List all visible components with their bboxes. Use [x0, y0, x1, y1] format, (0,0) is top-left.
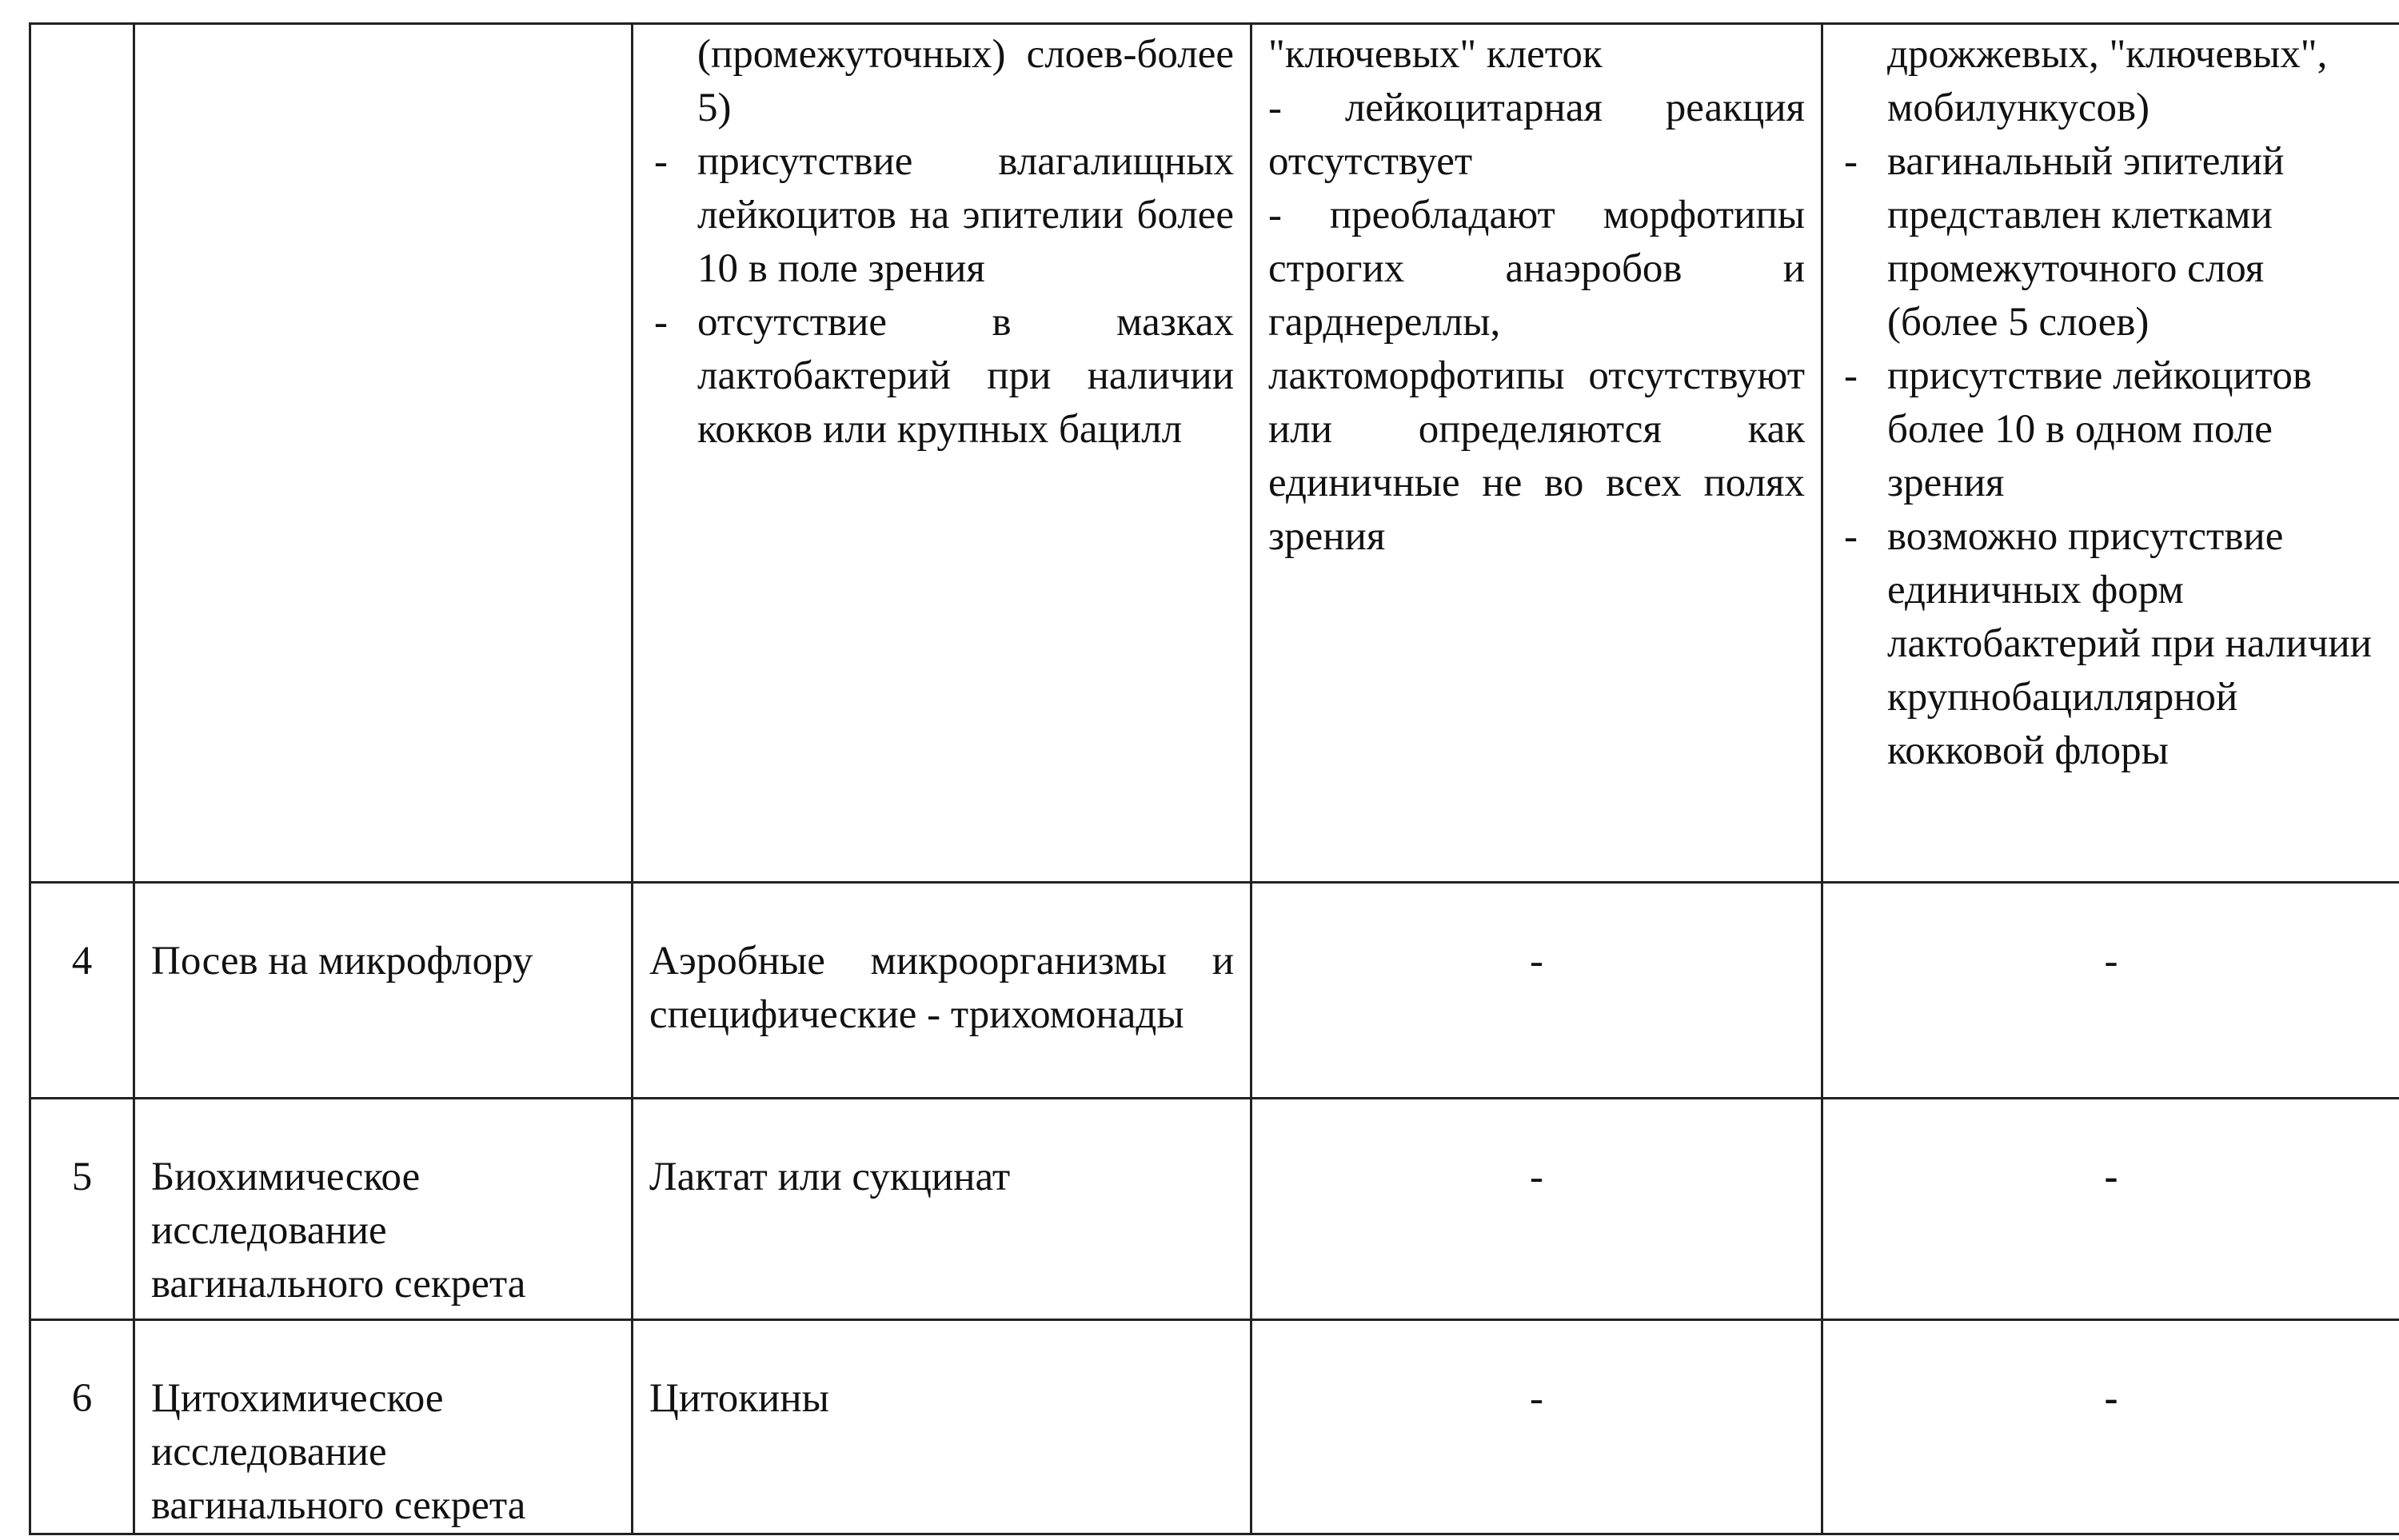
list-item: - возможно присутствие единичных форм лактобактерий при наличии крупнобациллярной кокковой флоры — [1844, 514, 2372, 773]
row-number-cell — [30, 24, 134, 883]
row-number-cell: 5 — [30, 1099, 134, 1320]
list-item: - вагинальный эпителий представлен клетками промежуточного слоя (более 5 слоев) — [1844, 139, 2285, 345]
table-row — [30, 1099, 2399, 1320]
value-cell: - — [1822, 883, 2399, 1099]
value-cell: - — [1822, 1320, 2399, 1534]
method-cell: Цитохимическое исследование вагинального секрета — [134, 1320, 633, 1534]
method-cell: Биохимическое исследование вагинального секрета — [134, 1099, 633, 1320]
data-table — [29, 22, 2399, 1535]
list-item: - отсутствие в мазках лактобактерий при наличии кокков или крупных бацилл — [654, 300, 1234, 452]
value-cell: - — [1251, 883, 1822, 1099]
criteria-cell — [633, 24, 1251, 883]
method-cell — [134, 24, 633, 883]
value-cell: - — [1251, 1099, 1822, 1320]
value-cell: - — [1251, 1320, 1822, 1534]
list-item: дрожжевых, "ключевых", мобилункусов) — [1887, 32, 2328, 130]
table-row — [30, 24, 2399, 883]
marker-cell: Цитокины — [633, 1320, 1251, 1534]
list-item: - присутствие лейкоцитов более 10 в одном поле зрения — [1844, 353, 2312, 505]
paragraph: - преобладают морфотипы строгих анаэробов и гарднереллы, лактоморфотипы отсутствуют или определяются как единичные не во всех полях зрения — [1268, 193, 1805, 559]
criteria-cell — [1822, 24, 2399, 883]
table-row — [30, 1320, 2399, 1534]
row-number-cell: 4 — [30, 883, 134, 1099]
criteria-list — [649, 28, 1234, 457]
value-cell: - — [1822, 1099, 2399, 1320]
marker-cell: Лактат или сукцинат — [633, 1099, 1251, 1320]
criteria-list — [1839, 28, 2383, 778]
paragraph: "ключевых" клеток — [1268, 32, 1603, 77]
method-cell: Посев на микрофлору — [134, 883, 633, 1099]
criteria-cell — [1251, 24, 1822, 883]
marker-cell: Аэробные микроорганизмы и специфические - трихомонады — [633, 883, 1251, 1099]
table-row — [30, 883, 2399, 1099]
list-item: - присутствие влагалищных лейкоцитов на эпителии более 10 в поле зрения — [654, 139, 1234, 291]
paragraph: - лейкоцитарная реакция отсутствует — [1268, 86, 1805, 184]
row-number-cell: 6 — [30, 1320, 134, 1534]
list-item: (промежуточных) слоев-более 5) — [697, 32, 1234, 130]
